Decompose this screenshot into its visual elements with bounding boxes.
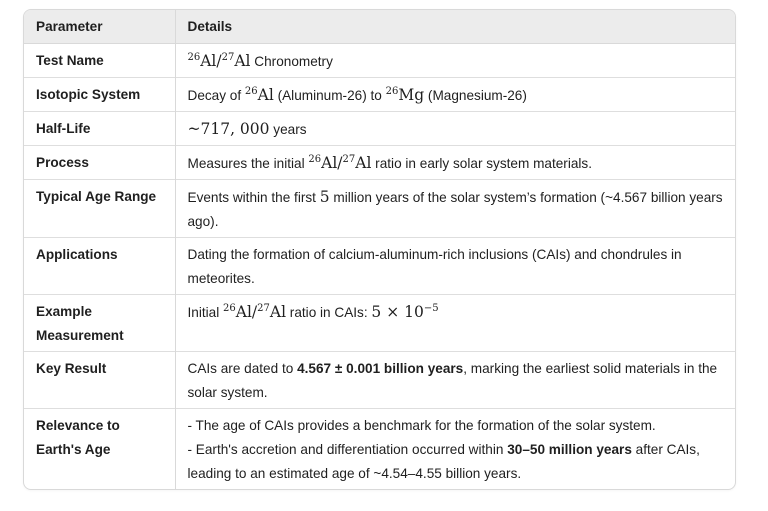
row-text: CAIs are dated to <box>187 361 298 376</box>
row-key: Key Result <box>24 352 175 409</box>
header-details: Details <box>175 10 735 44</box>
mass-number: 26 <box>385 86 399 97</box>
row-text: Chronometry <box>250 54 333 69</box>
bold-text: 30–50 million years <box>507 442 632 457</box>
row-key: Test Name <box>36 53 104 68</box>
isotope-ratio <box>308 154 371 172</box>
mass-number: 26 <box>223 303 236 314</box>
row-text: Initial <box>187 305 224 320</box>
row-key: Example Measurement <box>24 295 175 352</box>
table-row <box>24 180 735 238</box>
isotope-ratio <box>188 52 251 70</box>
row-value <box>175 352 735 409</box>
table-row <box>24 238 735 295</box>
ratio-slash: / <box>337 154 343 172</box>
bullet-line: - The age of CAIs provides a benchmark for the formation of the solar system. <box>187 418 656 433</box>
mass-number: 27 <box>257 303 270 314</box>
row-key: Typical Age Range <box>24 180 175 238</box>
row-key: Isotopic System <box>24 78 175 112</box>
row-value <box>175 44 735 78</box>
mass-number: 27 <box>221 52 235 63</box>
table-row <box>24 44 735 78</box>
row-text: ratio in early solar system materials. <box>371 156 592 171</box>
row-value <box>175 146 735 180</box>
row-text: after CAIs, leading to an estimated age of ~4.54–4.55 billion years. <box>187 442 700 481</box>
isotope-ratio <box>223 303 286 321</box>
row-text: Events within the first <box>187 190 320 205</box>
row-value <box>175 295 735 352</box>
row-value <box>175 78 735 112</box>
row-key: Applications <box>24 238 175 295</box>
parameter-table <box>23 9 736 490</box>
bullet-line <box>188 438 725 486</box>
mass-number: 26 <box>308 154 322 165</box>
isotope <box>245 86 274 104</box>
table-row <box>24 409 735 490</box>
mass-number: 27 <box>342 154 356 165</box>
row-text: - Earth's accretion and differentiation occurred within <box>187 442 508 457</box>
element-symbol: Al <box>235 303 252 321</box>
table <box>24 10 735 489</box>
math-number: 5 <box>319 188 330 206</box>
measurement-value <box>371 303 438 321</box>
bold-text: 4.567 ± 0.001 billion years <box>297 361 464 376</box>
exponent: −5 <box>423 303 439 314</box>
row-key: Half-Life <box>24 112 175 146</box>
row-text: years <box>269 122 307 137</box>
row-text: Measures the initial <box>187 156 309 171</box>
row-text: Decay of <box>187 88 245 103</box>
ratio-slash: / <box>216 52 222 70</box>
half-life-value: ~717, 000 <box>187 120 270 138</box>
mass-number: 26 <box>244 86 258 97</box>
table-row <box>24 352 735 409</box>
header-parameter: Parameter <box>24 10 175 44</box>
row-text: (Aluminum-26) to <box>273 88 386 103</box>
row-value <box>175 180 735 238</box>
table-header-row <box>24 10 735 44</box>
isotope <box>386 86 425 104</box>
row-text: , marking the earliest solid materials in the solar system. <box>187 361 718 400</box>
element-symbol: Al <box>269 303 287 321</box>
mass-number: 26 <box>187 52 201 63</box>
row-text: ratio in CAIs: <box>286 305 372 320</box>
table-row <box>24 78 735 112</box>
row-value <box>175 112 735 146</box>
row-text: (Magnesium-26) <box>424 88 527 103</box>
element-symbol: Mg <box>398 86 425 104</box>
element-symbol: Al <box>234 52 251 70</box>
table-row <box>24 146 735 180</box>
element-symbol: Al <box>321 154 338 172</box>
element-symbol: Al <box>200 52 217 70</box>
row-text: million years of the solar system’s formation (~4.567 billion years ago). <box>187 190 723 229</box>
element-symbol: Al <box>257 86 274 104</box>
row-key: Process <box>24 146 175 180</box>
row-value: Dating the formation of calcium-aluminum-rich inclusions (CAIs) and chondrules in meteorites. <box>175 238 735 295</box>
math-number: 5 × 10 <box>371 303 424 321</box>
table-row <box>24 295 735 352</box>
element-symbol: Al <box>355 154 372 172</box>
ratio-slash: / <box>251 303 258 321</box>
row-key: Relevance to Earth's Age <box>24 409 175 490</box>
row-value <box>175 409 735 490</box>
table-row <box>24 112 735 146</box>
